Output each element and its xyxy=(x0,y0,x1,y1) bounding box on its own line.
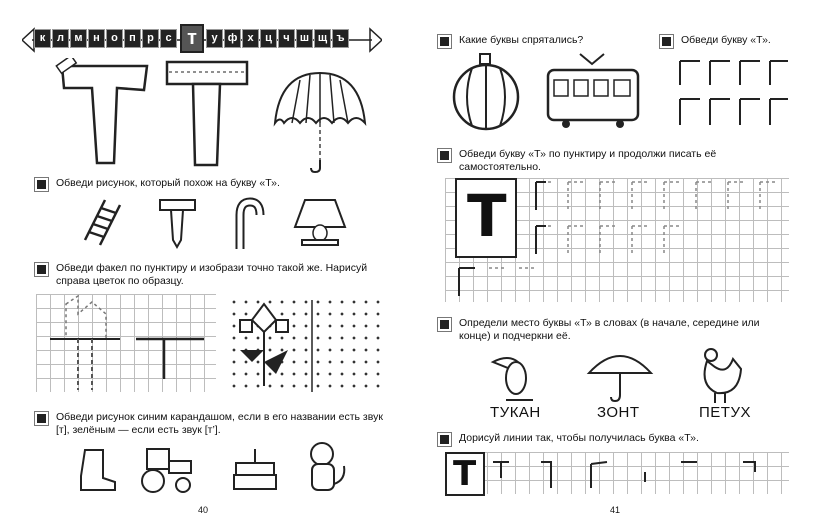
task2-text: Обведи факел по пунктиру и изобрази точно такой же. Нарисуй справа цветок по образцу. xyxy=(56,262,368,287)
ruler-letter-t-image xyxy=(165,60,250,170)
right-task3-text: Обведи букву «Т» по пунктиру и продолжи писать её самостоятельно. xyxy=(459,148,717,173)
right-task5-text: Дорисуй линии так, чтобы получилась буква «Т». xyxy=(459,432,699,444)
sample-letter-t: Т xyxy=(467,182,507,250)
alphabet-letter: л xyxy=(52,29,69,48)
task-bullet xyxy=(34,262,49,277)
task3-text: Обведи рисунок синим карандашом, если в его названии есть звук [т], зелёным — если есть звук [т’]. xyxy=(56,411,383,436)
alphabet-letter: н xyxy=(88,29,105,48)
word-tukan[interactable]: ТУКАН xyxy=(490,404,541,421)
cake-image[interactable] xyxy=(230,445,280,493)
candy-cane-image[interactable] xyxy=(228,197,268,252)
partial-t-lines[interactable] xyxy=(485,452,785,494)
right-task4-text: Определи место буквы «Т» в словах (в начале, середине или конце) и подчеркни её. xyxy=(459,317,760,342)
alphabet-letter: ф xyxy=(224,29,241,48)
alphabet-strip xyxy=(34,25,350,51)
alphabet-letter: х xyxy=(242,29,259,48)
alphabet-letter: п xyxy=(124,29,141,48)
task-bullet xyxy=(659,34,674,49)
sample-letter-t-small: Т xyxy=(453,454,477,494)
alphabet-letter: к xyxy=(34,29,51,48)
flower-sample xyxy=(228,296,388,392)
alphabet-letter: р xyxy=(142,29,159,48)
alphabet-letter: ъ xyxy=(332,29,349,48)
word-zont[interactable]: ЗОНТ xyxy=(597,404,640,421)
alphabet-current-letter: т xyxy=(180,24,204,53)
lamp-image[interactable] xyxy=(290,195,350,250)
right-task1-text: Какие буквы спрятались? xyxy=(459,34,584,46)
umbrella-zont-image xyxy=(585,345,655,405)
task-bullet xyxy=(437,148,452,163)
toucan-image xyxy=(488,350,543,405)
torch-dotted-sample xyxy=(36,294,216,392)
alphabet-letter: ч xyxy=(278,29,295,48)
alphabet-letter: щ xyxy=(314,29,331,48)
tiger-cub-image[interactable] xyxy=(300,440,350,495)
word-petukh[interactable]: ПЕТУХ xyxy=(699,404,751,421)
dotted-letters-t-row-3[interactable] xyxy=(445,260,565,302)
rooster-image xyxy=(693,345,748,405)
tractor-image[interactable] xyxy=(133,445,198,495)
task-bullet xyxy=(437,317,452,332)
task-bullet xyxy=(34,411,49,426)
page-number-left: 40 xyxy=(198,505,209,515)
alphabet-letter: с xyxy=(160,29,177,48)
alphabet-letter: м xyxy=(70,29,87,48)
trace-letter-t-row[interactable] xyxy=(670,55,790,135)
task-bullet xyxy=(34,177,49,192)
boot-image[interactable] xyxy=(75,448,120,493)
umbrella-image xyxy=(270,68,370,173)
alphabet-letter: у xyxy=(206,29,223,48)
sample-letter-box-small xyxy=(445,452,485,496)
pencil-letter-t-image xyxy=(52,58,152,168)
page-number-right: 41 xyxy=(610,505,621,515)
tram-image[interactable] xyxy=(540,52,645,130)
task-bullet xyxy=(437,34,452,49)
alphabet-letter: ш xyxy=(296,29,313,48)
right-task2-text: Обведи букву «Т». xyxy=(681,34,771,46)
alphabet-letter: о xyxy=(106,29,123,48)
task-bullet xyxy=(437,432,452,447)
task1-text: Обведи рисунок, который похож на букву «Т». xyxy=(56,177,280,189)
alphabet-letter: ц xyxy=(260,29,277,48)
ladder-image[interactable] xyxy=(75,195,135,250)
pumpkin-image[interactable] xyxy=(452,52,522,132)
paintbrush-image[interactable] xyxy=(155,195,200,250)
sample-letter-box xyxy=(455,178,517,258)
